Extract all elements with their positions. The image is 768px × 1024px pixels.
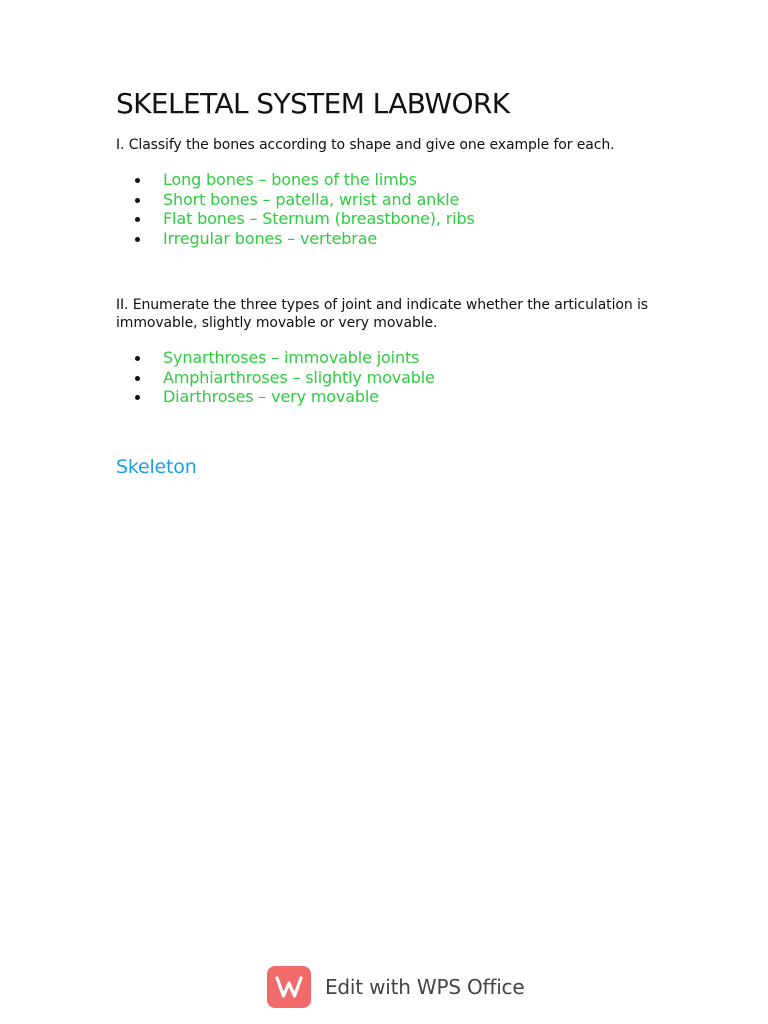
section-heading-skeleton: Skeleton (116, 455, 197, 478)
answer-text: Irregular bones – vertebrae (163, 228, 378, 248)
list-item (135, 348, 656, 368)
bullet-icon (135, 356, 140, 361)
list-item (135, 170, 656, 190)
answer-text: Short bones – patella, wrist and ankle (163, 189, 460, 209)
list-item (135, 190, 656, 210)
bullet-icon (135, 198, 140, 203)
bullet-icon (135, 237, 140, 242)
bullet-icon (135, 395, 140, 400)
answer-list-two (116, 348, 656, 407)
list-item (135, 229, 656, 249)
document-page (116, 86, 656, 479)
wps-logo-icon[interactable] (267, 966, 311, 1008)
wps-w-glyph-icon (274, 975, 304, 999)
question-two: II. Enumerate the three types of joint and indicate whether the articulation is immovable, slightly movable or very movable. (116, 297, 648, 331)
document-title: SKELETAL SYSTEM LABWORK (116, 87, 510, 120)
answer-text: Flat bones – Sternum (breastbone), ribs (163, 209, 475, 228)
answer-text: Amphiarthroses – slightly movable (163, 367, 435, 387)
edit-with-wps-banner[interactable] (267, 966, 524, 1008)
list-item (135, 387, 656, 407)
bullet-icon (135, 178, 140, 183)
bullet-icon (135, 376, 140, 381)
bullet-icon (135, 217, 140, 222)
answer-list-one (116, 170, 656, 248)
list-item (135, 368, 656, 388)
answer-text: Synarthroses – immovable joints (163, 348, 420, 367)
question-one: I. Classify the bones according to shape and give one example for each. (116, 137, 615, 153)
answer-text: Long bones – bones of the limbs (163, 170, 417, 189)
edit-with-wps-label[interactable]: Edit with WPS Office (325, 975, 525, 999)
list-item (135, 209, 656, 229)
answer-text: Diarthroses – very movable (163, 387, 379, 406)
